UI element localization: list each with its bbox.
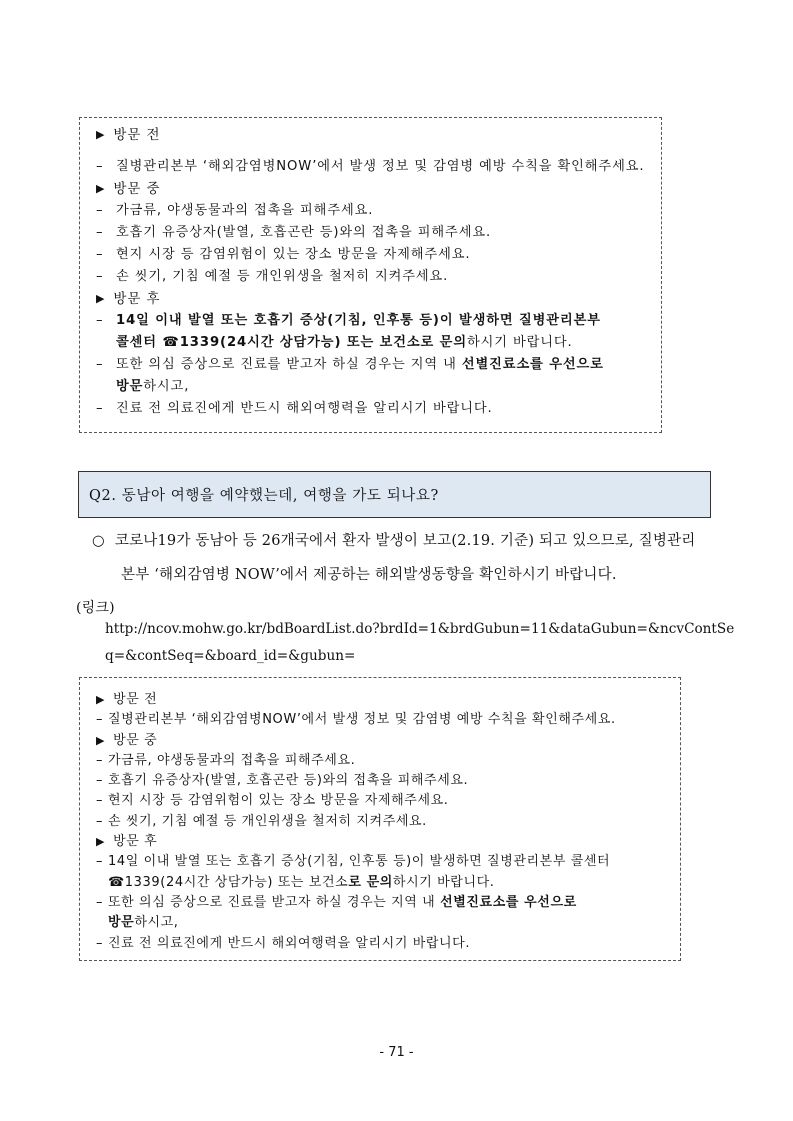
during-visit-header: ▶ 방문 중 [96,178,647,200]
list-item: – 또한 의심 증상으로 진료를 받고자 하실 경우는 지역 내 선별진료소를 우선으로 방문하시고, [96,357,604,394]
answer-paragraph-line1: ○ 코로나19가 동남아 등 26개국에서 환자 발생이 보고(2.19. 기준) 되고 있으므로, 질병관리 [92,533,696,549]
triangle-icon: ▶ [96,128,106,141]
advice-box-bottom [79,677,681,961]
before-visit-header: ▶ 방문 전 [96,124,647,146]
link-label: (링크) [76,600,115,616]
triangle-icon: ▶ [96,733,106,747]
answer-paragraph-line2: 본부 ‘해외감염병 NOW’에서 제공하는 해외발생동향을 확인하시기 바랍니다. [121,567,617,583]
question-heading: Q2. 동남아 여행을 예약했는데, 여행을 가도 되나요? [78,471,711,518]
list-item: – 손 씻기, 기침 예절 등 개인위생을 철저히 지켜주세요. [96,269,449,284]
advice-box-top [79,117,662,433]
list-item: – 14일 이내 발열 또는 호흡기 증상(기침, 인후통 등)이 발생하면 질병관리본부 콜센터 ☎1339(24시간 상담가능) 또는 보건소로 문의하시기 바랍니다. [96,313,601,350]
list-item: – 손 씻기, 기침 예절 등 개인위생을 철저히 지켜주세요. [96,813,427,829]
list-item: – 현지 시장 등 감염위험이 있는 장소 방문을 자제해주세요. [96,793,449,809]
list-item: – 질병관리본부 ‘해외감염병NOW’에서 발생 정보 및 감염병 예방 수칙을 확인해주세요. [96,712,616,728]
link-url-line2[interactable]: q=&contSeq=&board_id=&gubun= [105,648,356,664]
list-item: – 질병관리본부 ‘해외감염병NOW’에서 발생 정보 및 감염병 예방 수칙을 확인해주세요. [96,159,645,174]
triangle-icon: ▶ [96,182,106,195]
after-visit-header: ▶ 방문 후 [96,288,647,310]
list-item: – 가금류, 야생동물과의 접촉을 피해주세요. [96,203,374,218]
list-item: – 진료 전 의료진에게 반드시 해외여행력을 알리시기 바랍니다. [96,401,493,416]
list-item: – 또한 의심 증상으로 진료를 받고자 하실 경우는 지역 내 선별진료소를 우선으로 방문하시고, [96,894,577,931]
before-visit-header: ▶ 방문 전 [96,690,672,710]
list-item: – 가금류, 야생동물과의 접촉을 피해주세요. [96,752,356,768]
list-item: – 현지 시장 등 감염위험이 있는 장소 방문을 자제해주세요. [96,247,471,262]
list-item: – 호흡기 유증상자(발열, 호흡곤란 등)와의 접촉을 피해주세요. [96,225,492,240]
circle-bullet-icon: ○ [92,533,105,549]
page-number: - 71 - [379,1045,414,1060]
list-item: – 호흡기 유증상자(발열, 호흡곤란 등)와의 접촉을 피해주세요. [96,773,469,789]
triangle-icon: ▶ [96,835,106,849]
triangle-icon: ▶ [96,292,106,305]
during-visit-header: ▶ 방문 중 [96,731,672,751]
after-visit-header: ▶ 방문 후 [96,832,672,852]
link-url-line1[interactable]: http://ncov.mohw.go.kr/bdBoardList.do?brdId=1&brdGubun=11&dataGubun=&ncvContSe [105,621,735,637]
list-item: – 14일 이내 발열 또는 호흡기 증상(기침, 인후통 등)이 발생하면 질병관리본부 콜센터 ☎1339(24시간 상담가능) 또는 보건소로 문의하시기 바랍니다. [96,854,611,890]
list-item: – 진료 전 의료진에게 반드시 해외여행력을 알리시기 바랍니다. [96,935,471,951]
triangle-icon: ▶ [96,693,106,706]
